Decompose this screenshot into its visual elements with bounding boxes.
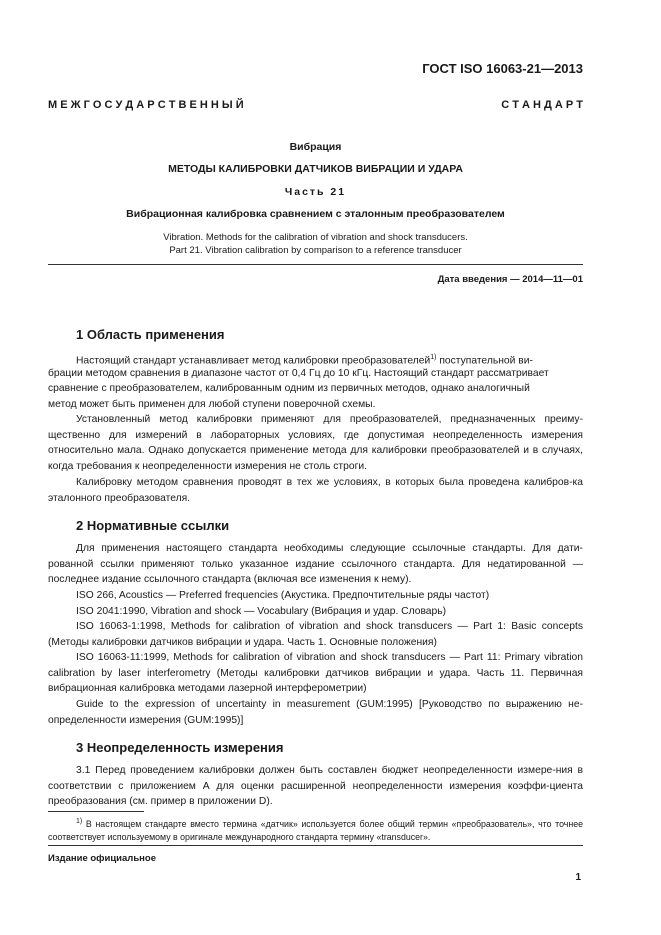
footnote-ref: 1) bbox=[430, 354, 437, 361]
section-1-paragraph-3: Калибровку методом сравнения проводят в тех же условиях, в которых была проведена калибров-ка эталонного преобразователя. bbox=[48, 477, 583, 504]
page-number: 1 bbox=[575, 872, 581, 883]
title-subtitle: Вибрационная калибровка сравнением с эталонным преобразователем bbox=[126, 208, 505, 220]
title-english-line-1: Vibration. Methods for the calibration of vibration and shock transducers. bbox=[163, 232, 468, 243]
title-part: Часть 21 bbox=[284, 186, 347, 198]
footnote bbox=[48, 815, 583, 844]
footer-divider bbox=[48, 845, 583, 846]
text-run: Настоящий стандарт устанавливает метод калибровки преобразователей bbox=[76, 355, 431, 367]
title-main: МЕТОДЫ КАЛИБРОВКИ ДАТЧИКОВ ВИБРАЦИИ И УДАРА bbox=[168, 163, 463, 175]
section-3-heading: 3 Неопределенность измерения bbox=[76, 740, 284, 755]
section-1-heading: 1 Область применения bbox=[76, 327, 225, 342]
footnote-mark: 1) bbox=[76, 818, 83, 825]
footnote-text: В настоящем стандарте вместо термина «датчик» используется более общий термин «преобразователь», что точнее соответствует используемому в оригинале международного стандарта термину «transducer». bbox=[48, 818, 583, 842]
title-divider bbox=[48, 264, 583, 265]
section-1-paragraph-1-line-4: метод может быть применен для любой ступени поверочной схемы. bbox=[48, 399, 376, 410]
official-edition-label: Издание официальное bbox=[48, 853, 156, 864]
title-topic: Вибрация bbox=[289, 141, 342, 153]
section-1-paragraph-1-line-3: сравнение с преобразователем, калиброванным одним из первичных методов, однако аналогичный bbox=[48, 383, 530, 394]
title-english-line-2: Part 21. Vibration calibration by comparison to a reference transducer bbox=[169, 245, 462, 256]
section-3-paragraph-1: 3.1 Перед проведением калибровки должен быть составлен бюджет неопределенности измере-ния в соответствии с приложением А для оценки расширенной неопределенности измерения коэффи-циента преобразования (см. пример в приложении D). bbox=[48, 765, 583, 808]
text-run: поступательной ви- bbox=[436, 355, 533, 367]
interstate-standard-banner bbox=[48, 99, 583, 111]
reference-iso-16063-1: ISO 16063-1:1998, Methods for calibration of vibration and shock transducers — Part 1: Basic concepts (Методы калибровки датчиков вибрации и удара. Часть 1. Основные положения) bbox=[48, 621, 583, 648]
reference-gum: Guide to the expression of uncertainty in measurement (GUM:1995) [Руководство по выражению не-определенности измерения (GUM:1995)] bbox=[48, 699, 583, 726]
reference-iso-266: ISO 266, Acoustics — Preferred frequencies (Акустика. Предпочтительные ряды частот) bbox=[76, 590, 490, 601]
section-2-heading: 2 Нормативные ссылки bbox=[76, 518, 230, 533]
document-code: ГОСТ ISO 16063-21—2013 bbox=[422, 61, 583, 76]
section-1-paragraph-1-line-2: брации методом сравнения в диапазоне частот от 0,4 Гц до 10 кГц. Настоящий стандарт рассматривает bbox=[48, 368, 549, 379]
introduction-date: Дата введения — 2014—11—01 bbox=[437, 274, 583, 285]
footnote-divider bbox=[48, 811, 144, 812]
reference-iso-2041: ISO 2041:1990, Vibration and shock — Vocabulary (Вибрация и удар. Словарь) bbox=[76, 606, 447, 617]
section-1-paragraph-2: Установленный метод калибровки применяют для преобразователей, предназначенных преиму-щественно для измерений в лабораторных условиях, где допустимая неопределенность измерения относительно мала. Однако допускается применение метода для калибровки преобразователей и в случаях, когда требования к неопределенности измерения не столь строги. bbox=[48, 414, 583, 472]
section-2-paragraph-1: Для применения настоящего стандарта необходимы следующие ссылочные стандарты. Для дати-рованной ссылки применяют только указанное издание ссылочного стандарта. Для недатированной — последнее издание ссылочного стандарта (включая все изменения к нему). bbox=[48, 543, 583, 586]
banner-word-interstate: М Е Ж Г О С У Д А Р С Т В Е Н Н Ы Й bbox=[48, 99, 244, 111]
banner-word-standard: С Т А Н Д А Р Т bbox=[501, 99, 583, 111]
reference-iso-16063-11: ISO 16063-11:1999, Methods for calibration of vibration and shock transducers — Part 11: Primary vibration calibration by laser interferometry (Методы калибровки датчиков вибрации и удара. Часть 11. Первичная вибрационная калибровка методами лазерной интерферометрии) bbox=[48, 652, 583, 695]
